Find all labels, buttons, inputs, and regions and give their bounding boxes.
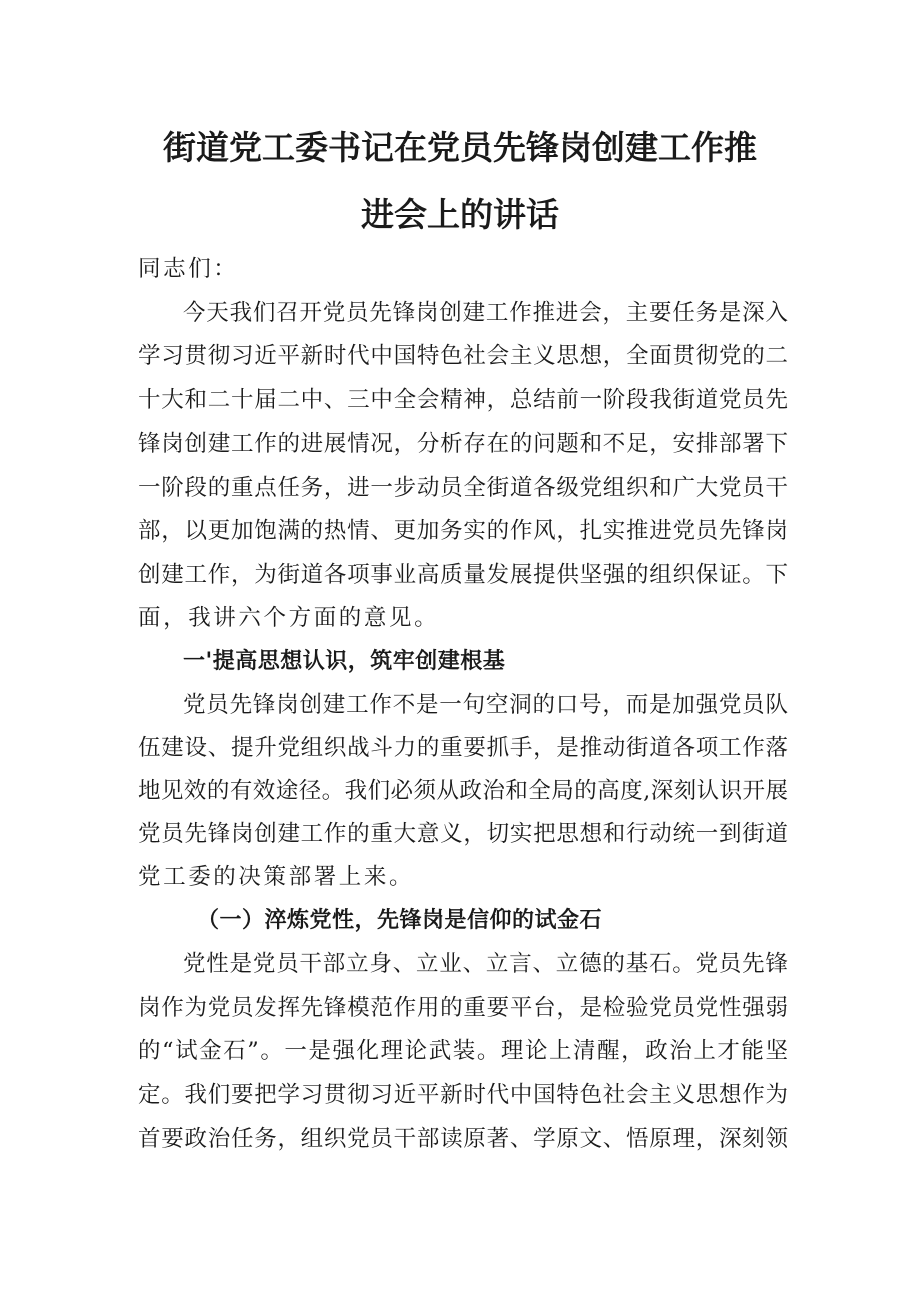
paragraph-3-line: 党性是党员干部立身、立业、立言、立德的基石。党员先锋 — [183, 951, 788, 977]
paragraph-2-line: 地见效的有效途径。我们必须从政治和全局的高度,深刻认识开展 — [138, 778, 788, 804]
section-heading: 一'提高思想认识，筑牢创建根基 — [183, 649, 506, 674]
paragraph-2-line: 党员先锋岗创建工作不是一句空洞的口号，而是加强党员队 — [183, 692, 788, 718]
paragraph-2-line: 伍建设、提升党组织战斗力的重要抓手，是推动街道各项工作落 — [138, 735, 788, 761]
paragraph-2-line: 党员先锋岗创建工作的重大意义，切实把思想和行动统一到街道 — [138, 821, 788, 847]
paragraph-3-line: 定。我们要把学习贯彻习近平新时代中国特色社会主义思想作为 — [138, 1082, 788, 1108]
paragraph-3-line: 首要政治任务，组织党员干部读原著、学原文、悟原理，深刻领 — [138, 1126, 788, 1152]
paragraph-1-line: 十大和二十届二中、三中全会精神，总结前一阶段我街道党员先 — [138, 387, 788, 413]
paragraph-1-line: 创建工作，为街道各项事业高质量发展提供坚强的组织保证。下 — [138, 562, 788, 588]
subsection-heading: （一）淬炼党性，先锋岗是信仰的试金石 — [197, 907, 603, 933]
document-title-line-1: 街道党工委书记在党员先锋岗创建工作推 — [163, 128, 757, 167]
paragraph-3-line: 的“试金石”。一是强化理论武装。理论上清醒，政治上才能坚 — [138, 1038, 788, 1064]
paragraph-1-line: 学习贯彻习近平新时代中国特色社会主义思想，全面贯彻党的二 — [138, 343, 788, 369]
paragraph-1-line: 锋岗创建工作的进展情况，分析存在的问题和不足，安排部署下 — [138, 431, 788, 457]
salutation: 同志们： — [138, 256, 239, 282]
document-title-line-2: 进会上的讲话 — [361, 195, 559, 234]
paragraph-1-line: 今天我们召开党员先锋岗创建工作推进会，主要任务是深入 — [183, 300, 788, 326]
paragraph-1-line: 一阶段的重点任务，进一步动员全街道各级党组织和广大党员干 — [138, 475, 788, 501]
paragraph-1-line: 面，我讲六个方面的意见。 — [138, 605, 440, 631]
paragraph-1-line: 部，以更加饱满的热情、更加务实的作风，扎实推进党员先锋岗 — [138, 518, 788, 544]
paragraph-3-line: 岗作为党员发挥先锋模范作用的重要平台，是检验党员党性强弱 — [138, 995, 788, 1021]
paragraph-2-line: 党工委的决策部署上来。 — [138, 864, 415, 890]
